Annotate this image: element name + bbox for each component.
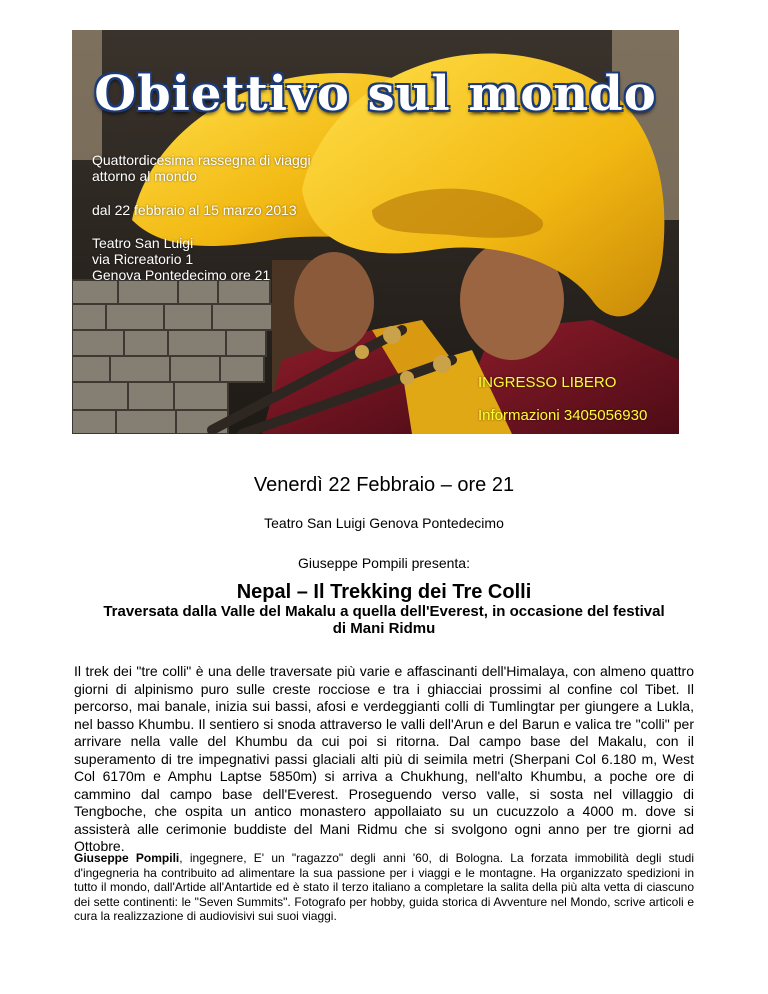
bio-name: Giuseppe Pompili — [74, 851, 180, 865]
poster-series: Quattordicesima rassegna di viaggi attorno al mondo — [92, 152, 311, 184]
event-title: Nepal – Il Trekking dei Tre Colli — [236, 581, 532, 603]
bio-text: , ingegnere, E' un "ragazzo" degli anni '60, di Bologna. La forzata immobilità degli studi d'ingegneria ha contribuito ad alimentare la sua passione per i viaggi e le montagne. Ha organizzato spedizioni in tutto il mondo, dall'Artide all'Antartide ed è stato il terzo italiano a completare la salita della più alta vetta di ciascuno dei sette continenti: le "Seven Summits". Fotografo per hobby, guida storica di Avventure nel Mondo, scrive articoli e cura la realizzazione di audiovisivi sui suoi viaggi. — [74, 851, 694, 924]
event-subtitle: Traversata dalla Valle del Makalu a quella dell'Everest, in occasione del festival di Mani Ridmu — [103, 603, 665, 637]
event-date-time: Venerdì 22 Febbraio – ore 21 — [253, 474, 515, 496]
trek-description: Il trek dei "tre colli" è una delle traversate più varie e affascinanti dell'Himalaya, con almeno quattro giorni di alpinismo puro sulle creste rocciose e tra i ghiacciai prossimi al confine col Tibet. Il percorso, mai banale, inizia sui bassi, afosi e verdeggianti colli di Tumlingtar per giungere a Lukla, nel basso Khumbu. Il sentiero si snoda attraverso le valli dell'Arun e del Barun e valica tre "colli" per arrivare nella valle del Khumbu da cui poi si ritorna. Dal campo base del Makalu, con il superamento di tre impegnativi passi glaciali alti più di seimila metri (Sherpani Col 6.180 m, West Col 6170m e Amphu Laptse 5850m) si arriva a Chukhung, nell'alto Khumbu, a poche ore di cammino dal campo base dell'Everest. Proseguendo verso valle, si sosta nel villaggio di Tengboche, che ospita un antico monastero appollaiato su un cucuzzolo a 4000 m. dove si assisterà alle cerimonie buddiste del Mani Ridmu che si svolgono ogni anno per tre giorni ad Ottobre. — [74, 663, 694, 854]
event-venue: Teatro San Luigi Genova Pontedecimo — [264, 515, 504, 531]
presenter-bio — [74, 851, 694, 924]
poster-dates: dal 22 febbraio al 15 marzo 2013 — [92, 202, 297, 218]
poster-title: Obiettivo sul mondo — [94, 66, 657, 122]
event-poster — [72, 30, 679, 434]
poster-admission: INGRESSO LIBERO — [478, 374, 617, 391]
event-presenter: Giuseppe Pompili presenta: — [298, 555, 470, 571]
poster-info: Informazioni 3405056930 — [478, 407, 648, 424]
poster-venue: Teatro San Luigi via Ricreatorio 1 Genova Pontedecimo ore 21 — [92, 235, 271, 283]
